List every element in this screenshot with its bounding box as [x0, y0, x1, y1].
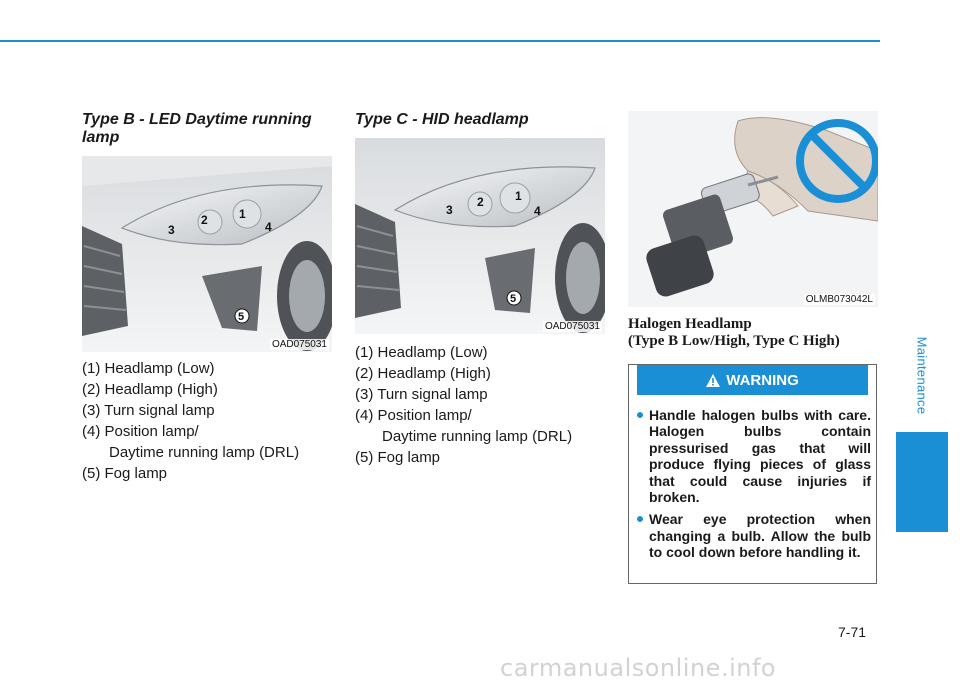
list-item: (5) Fog lamp [82, 465, 168, 482]
headlamp-photo-type-c [355, 138, 605, 334]
warning-box [628, 364, 877, 584]
heading-type-c: Type C - HID headlamp [355, 111, 529, 128]
halogen-bulb-photo [628, 111, 878, 307]
list-item: (1) Headlamp (Low) [82, 360, 215, 377]
warning-triangle-icon [706, 374, 720, 387]
heading-type-b: Type B - LED Daytime running lamp [82, 111, 312, 146]
callout-2: 2 [201, 213, 208, 227]
callout-3: 3 [168, 223, 175, 237]
callout-1: 1 [515, 189, 522, 203]
list-item: (3) Turn signal lamp [355, 386, 488, 403]
warning-title: WARNING [726, 371, 799, 389]
list-item: (5) Fog lamp [355, 449, 441, 466]
warning-list [637, 407, 871, 567]
callout-4: 4 [265, 220, 272, 234]
lamp-list-type-c [355, 342, 605, 468]
list-item: Daytime running lamp (DRL) [382, 428, 573, 445]
list-item: (2) Headlamp (High) [355, 365, 491, 382]
callout-2: 2 [477, 195, 484, 209]
halogen-heading [628, 316, 840, 350]
list-item: (4) Position lamp/ [355, 407, 472, 424]
warning-header [637, 365, 868, 395]
section-label: Maintenance [914, 336, 930, 414]
list-item: Daytime running lamp (DRL) [109, 444, 300, 461]
list-item: (1) Headlamp (Low) [355, 344, 488, 361]
callout-4: 4 [534, 204, 541, 218]
top-rule [0, 40, 880, 42]
lamp-list-type-b [82, 358, 332, 484]
photo-code: OAD075031 [544, 321, 600, 332]
callout-5: 5 [238, 311, 245, 323]
callout-3: 3 [446, 203, 453, 217]
warning-item: Handle halogen bulbs with care. Halogen bulbs contain pressurised gas that will produce flying pieces of glass that could cause injuries if broken. [637, 407, 871, 505]
photo-code: OAD075031 [271, 339, 327, 350]
photo-code: OLMB073042L [805, 294, 873, 305]
bullet-icon [637, 516, 643, 522]
page-number: 7-71 [838, 624, 867, 640]
halogen-heading-line1: Halogen Headlamp [628, 316, 752, 332]
bullet-icon [637, 412, 643, 418]
list-item: (3) Turn signal lamp [82, 402, 215, 419]
section-tab [896, 432, 948, 532]
headlamp-photo-type-b [82, 156, 332, 352]
warning-item: Wear eye protection when changing a bulb. Allow the bulb to cool down before handling it. [637, 511, 871, 560]
halogen-heading-line2: (Type B Low/High, Type C High) [628, 333, 840, 349]
watermark: carmanualsonline.info [500, 654, 777, 682]
callout-1: 1 [239, 207, 246, 221]
list-item: (2) Headlamp (High) [82, 381, 218, 398]
callout-5: 5 [510, 293, 517, 305]
list-item: (4) Position lamp/ [82, 423, 199, 440]
